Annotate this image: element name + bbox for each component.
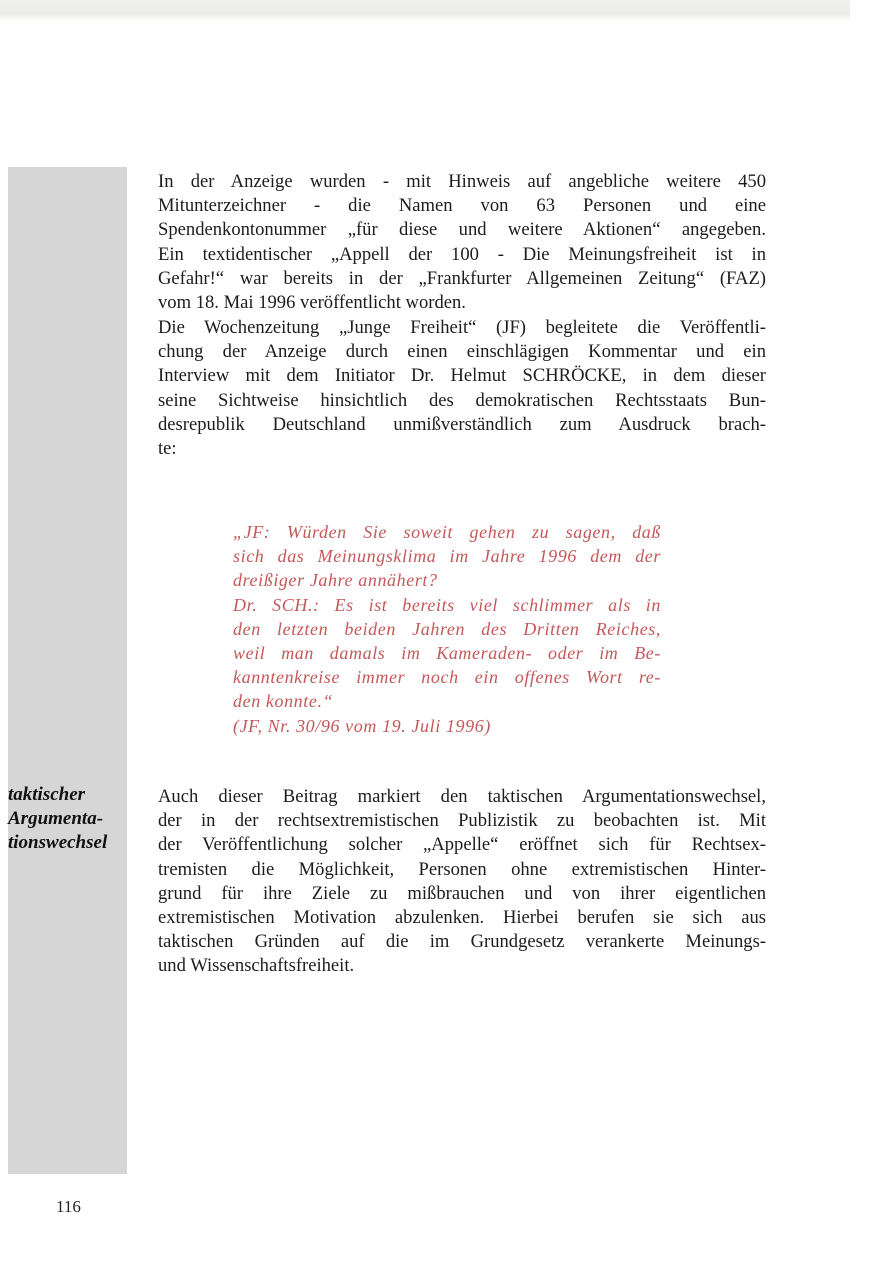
margin-note — [8, 783, 158, 855]
text-line: desrepublik Deutschland unmißverständlich zum Ausdruck brach- — [158, 413, 766, 435]
text-line: chung der Anzeige durch einen einschlägigen Kommentar und ein — [158, 341, 766, 363]
quote-line: sich das Meinungsklima im Jahre 1996 dem der — [233, 546, 661, 567]
text-line: te: — [158, 438, 177, 460]
text-line: Ein textidentischer „Appell der 100 - Die Meinungsfreiheit ist in — [158, 243, 766, 265]
text-line: vom 18. Mai 1996 veröffentlicht worden. — [158, 292, 466, 314]
scan-top-edge — [0, 0, 850, 22]
quote-line: kanntenkreise immer noch ein offenes Wort re- — [233, 667, 661, 688]
quote-line: Dr. SCH.: Es ist bereits viel schlimmer als in — [233, 594, 661, 615]
text-line: und Wissenschaftsfreiheit. — [158, 955, 355, 977]
paragraph-1 — [158, 170, 766, 315]
quote-line: den letzten beiden Jahren des Dritten Reiches, — [233, 618, 661, 639]
text-line: Spendenkontonummer „für diese und weitere Aktionen“ angegeben. — [158, 219, 766, 241]
text-line: taktischen Gründen auf die im Grundgesetz verankerte Meinungs- — [158, 931, 766, 953]
quote-line: weil man damals im Kameraden- oder im Be- — [233, 643, 661, 664]
text-line: Gefahr!“ war bereits in der „Frankfurter Allgemeinen Zeitung“ (FAZ) — [158, 267, 766, 289]
quote-line: den konnte.“ — [233, 691, 334, 712]
text-line: Mitunterzeichner - die Namen von 63 Personen und eine — [158, 195, 766, 217]
margin-note-line: Argumenta- — [8, 808, 104, 829]
text-line: Interview mit dem Initiator Dr. Helmut SCHRÖCKE, in dem dieser — [158, 365, 766, 387]
paragraph-2 — [158, 316, 766, 461]
margin-note-line: taktischer — [8, 784, 86, 805]
page-number: 116 — [56, 1197, 81, 1216]
text-line: der Veröffentlichung solcher „Appelle“ eröffnet sich für Rechtsex- — [158, 834, 766, 856]
margin-note-line: tionswechsel — [8, 832, 108, 853]
interview-quote — [233, 520, 661, 738]
quote-line: „JF: Würden Sie soweit gehen zu sagen, daß — [233, 522, 661, 542]
margin-sidebar-bar — [8, 167, 127, 1174]
text-line: Die Wochenzeitung „Junge Freiheit“ (JF) begleitete die Veröffentli- — [158, 317, 766, 338]
text-line: In der Anzeige wurden - mit Hinweis auf angebliche weitere 450 — [158, 171, 766, 192]
paragraph-3 — [158, 785, 766, 979]
text-line: seine Sichtweise hinsichtlich des demokratischen Rechtsstaats Bun- — [158, 389, 766, 411]
quote-citation: (JF, Nr. 30/96 vom 19. Juli 1996) — [233, 715, 491, 736]
quote-line: dreißiger Jahre annähert? — [233, 570, 438, 591]
text-line: grund für ihre Ziele zu mißbrauchen und von ihrer eigentlichen — [158, 882, 766, 904]
text-line: extremistischen Motivation abzulenken. Hierbei berufen sie sich aus — [158, 907, 766, 929]
text-line: der in der rechtsextremistischen Publizistik zu beobachten ist. Mit — [158, 810, 766, 832]
text-line: Auch dieser Beitrag markiert den taktischen Argumentationswechsel, — [158, 786, 766, 807]
text-line: tremisten die Möglichkeit, Personen ohne extremistischen Hinter- — [158, 858, 766, 880]
